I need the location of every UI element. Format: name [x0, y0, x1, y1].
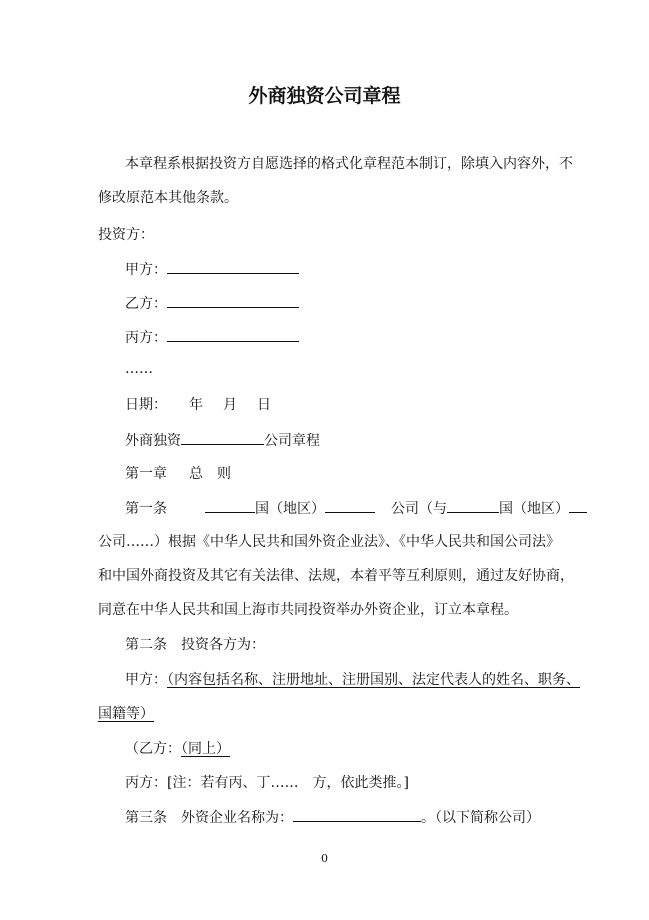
- article-1-line-2: 公司……）根据《中华人民共和国外资企业法》、《中华人民共和国公司法》: [98, 534, 560, 550]
- company-prefix: 外商独资: [125, 433, 181, 449]
- chapter-1-heading: [125, 464, 231, 484]
- article-2-party-a-text-1: （内容包括名称、注册地址、注册国别、法定代表人的姓名、职务、: [167, 672, 580, 688]
- party-c-blank: [167, 327, 299, 342]
- article-2-party-b-line: [125, 739, 230, 759]
- party-c-line: [125, 327, 299, 348]
- article-2-party-a-label: 甲方：: [125, 672, 167, 688]
- article-3-line: [125, 807, 540, 828]
- article-2-heading: 第二条 投资各方为：: [125, 637, 265, 653]
- article-1-line-3: 和中国外商投资及其它有关法律、法规，本着平等互利原则，通过友好协商，: [98, 568, 574, 584]
- company-name-blank: [181, 430, 264, 445]
- article-3-name-blank: [293, 807, 421, 822]
- date-label: 日期：: [125, 397, 167, 413]
- date-day: 日: [257, 397, 271, 413]
- article-1-country-1: 国（地区）: [255, 501, 325, 517]
- date-line: [125, 395, 271, 415]
- party-b-line: [125, 293, 299, 314]
- company-suffix: 公司章程: [264, 433, 320, 449]
- article-3-label: 第三条 外资企业名称为：: [125, 810, 293, 826]
- article-1-blank-1: [205, 498, 255, 513]
- article-2-party-c: 丙方：[注：若有丙、丁…… 方，依此类推。]: [125, 775, 409, 791]
- company-line: [125, 430, 320, 451]
- article-1-blank-2: [325, 498, 375, 513]
- article-2-party-a-text-2: 国籍等）: [98, 706, 154, 722]
- article-2-party-b-label: （乙方：: [125, 741, 181, 757]
- party-a-blank: [167, 259, 299, 274]
- chapter-1-number: 第一章: [125, 466, 167, 482]
- intro-line-1: 本章程系根据投资方自愿选择的格式化章程范本制订，除填入内容外，不: [125, 156, 573, 172]
- intro-line-2: 修改原范本其他条款。: [98, 190, 238, 206]
- date-month: 月: [223, 397, 237, 413]
- party-b-blank: [167, 293, 299, 308]
- article-1-country-2: 国（地区）: [499, 501, 569, 517]
- article-1-blank-4: [569, 498, 587, 513]
- party-a-line: [125, 259, 299, 280]
- ellipsis: ……: [125, 361, 153, 377]
- party-c-label: 丙方：: [125, 330, 167, 346]
- chapter-1-name: 总 则: [189, 466, 231, 482]
- article-1-label: 第一条: [125, 501, 167, 517]
- article-2-party-a-line-2: [98, 704, 154, 724]
- article-3-suffix: 。（以下简称公司）: [421, 810, 540, 826]
- article-1-company-with: 公司（与: [391, 501, 447, 517]
- article-1-blank-3: [447, 498, 499, 513]
- document-title: 外商独资公司章程: [248, 85, 401, 107]
- date-year: 年: [189, 397, 203, 413]
- article-1-line-4: 同意在中华人民共和国上海市共同投资举办外资企业，订立本章程。: [98, 602, 518, 618]
- party-a-label: 甲方：: [125, 262, 167, 278]
- page-number: 0: [321, 852, 328, 865]
- article-2-party-b-text: （同上）: [181, 741, 230, 757]
- investors-label: 投资方：: [98, 227, 154, 243]
- article-1-line-1: [125, 498, 587, 519]
- party-b-label: 乙方：: [125, 296, 167, 312]
- article-2-party-a-line-1: [125, 670, 580, 690]
